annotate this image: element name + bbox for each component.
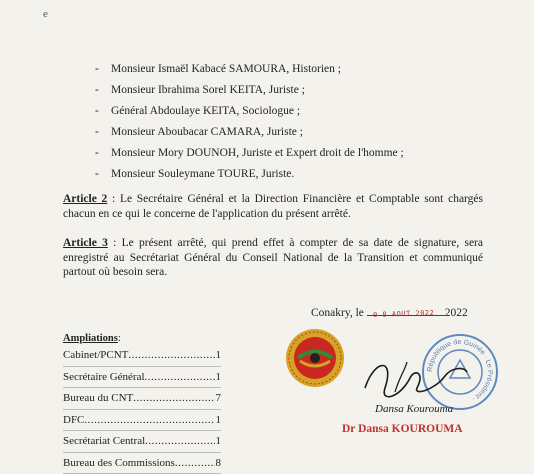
- ampliation-name: Secrétaire Général: [63, 367, 145, 388]
- leader-dots: [145, 431, 214, 452]
- ampliation-count: 8: [215, 453, 222, 474]
- member-text: Général Abdoulaye KEITA, Sociologue ;: [111, 101, 300, 122]
- signature-text: Dansa Kourouma: [374, 403, 454, 415]
- list-item: [63, 431, 221, 453]
- ampliations-title-text: Ampliations: [63, 333, 118, 344]
- signature-stroke: [365, 366, 467, 397]
- ampliation-name: Cabinet/PCNT: [63, 345, 128, 366]
- leader-dots: [128, 345, 214, 366]
- leader-dots: [133, 388, 214, 409]
- leader-dots: [84, 410, 214, 431]
- leader-dots: [175, 453, 215, 474]
- list-item: [63, 388, 221, 410]
- member-text: Monsieur Ibrahima Sorel KEITA, Juriste ;: [111, 80, 305, 101]
- ampliations-list: [63, 345, 221, 474]
- article-2-text: : Le Secrétaire Général et la Direction Financière et Comptable sont chargés chacun en ce qui le concerne de l'application du présent arrêté.: [63, 193, 483, 220]
- list-item: [95, 59, 404, 80]
- date-stamp: 0 8 AOUT 2022: [373, 309, 435, 319]
- ampliations-title: [63, 333, 121, 344]
- cnt-emblem-logo: [284, 327, 346, 389]
- article-2: [63, 192, 483, 221]
- ampliation-count: 7: [215, 388, 222, 409]
- member-text: Monsieur Souleymane TOURE, Juriste.: [111, 164, 294, 185]
- member-list: [95, 59, 404, 185]
- bullet-dash: -: [95, 143, 111, 164]
- list-item: [63, 367, 221, 389]
- top-mark: e: [43, 8, 48, 20]
- list-item: [95, 164, 404, 185]
- ampliation-name: Secrétariat Central: [63, 431, 145, 452]
- bullet-dash: -: [95, 80, 111, 101]
- member-text: Monsieur Mory DOUNOH, Juriste et Expert droit de l'homme ;: [111, 143, 404, 164]
- bullet-dash: -: [95, 164, 111, 185]
- article-2-heading: Article 2: [63, 193, 107, 205]
- member-text: Monsieur Aboubacar CAMARA, Juriste ;: [111, 122, 303, 143]
- article-3-text: : Le présent arrêté, qui prend effet à compter de sa date de signature, sera enregistré au Secrétariat Général du Conseil National de la Transition et communiqué partout où besoin sera.: [63, 237, 483, 278]
- list-item: [95, 80, 404, 101]
- leader-dots: [145, 367, 215, 388]
- ampliation-count: 1: [215, 345, 222, 366]
- signer-name: Dr Dansa KOUROUMA: [342, 423, 463, 435]
- list-item: [95, 101, 404, 122]
- bullet-dash: -: [95, 59, 111, 80]
- article-3: [63, 236, 483, 280]
- list-item: [63, 453, 221, 474]
- date-place: Conakry, le: [311, 307, 364, 319]
- ampliation-count: 1: [215, 431, 222, 452]
- list-item: [95, 122, 404, 143]
- signature-flourish: [395, 362, 407, 392]
- ampliations-colon: :: [118, 333, 121, 344]
- seal-ring-text-path: République de Guinée · Le Président ·: [427, 339, 493, 402]
- bullet-dash: -: [95, 101, 111, 122]
- date-line: [311, 305, 468, 319]
- list-item: [63, 345, 221, 367]
- handwritten-signature: [355, 348, 475, 418]
- bullet-dash: -: [95, 122, 111, 143]
- ampliation-name: DFC: [63, 410, 84, 431]
- article-3-heading: Article 3: [63, 237, 108, 249]
- ampliation-count: 1: [215, 410, 222, 431]
- ampliation-name: Bureau du CNT: [63, 388, 133, 409]
- list-item: [95, 143, 404, 164]
- emblem-center: [310, 353, 320, 363]
- member-text: Monsieur Ismaël Kabacé SAMOURA, Historien ;: [111, 59, 341, 80]
- ampliation-name: Bureau des Commissions: [63, 453, 175, 474]
- date-year: 2022: [445, 307, 468, 319]
- date-blank: [367, 305, 445, 316]
- list-item: [63, 410, 221, 432]
- ampliation-count: 1: [215, 367, 222, 388]
